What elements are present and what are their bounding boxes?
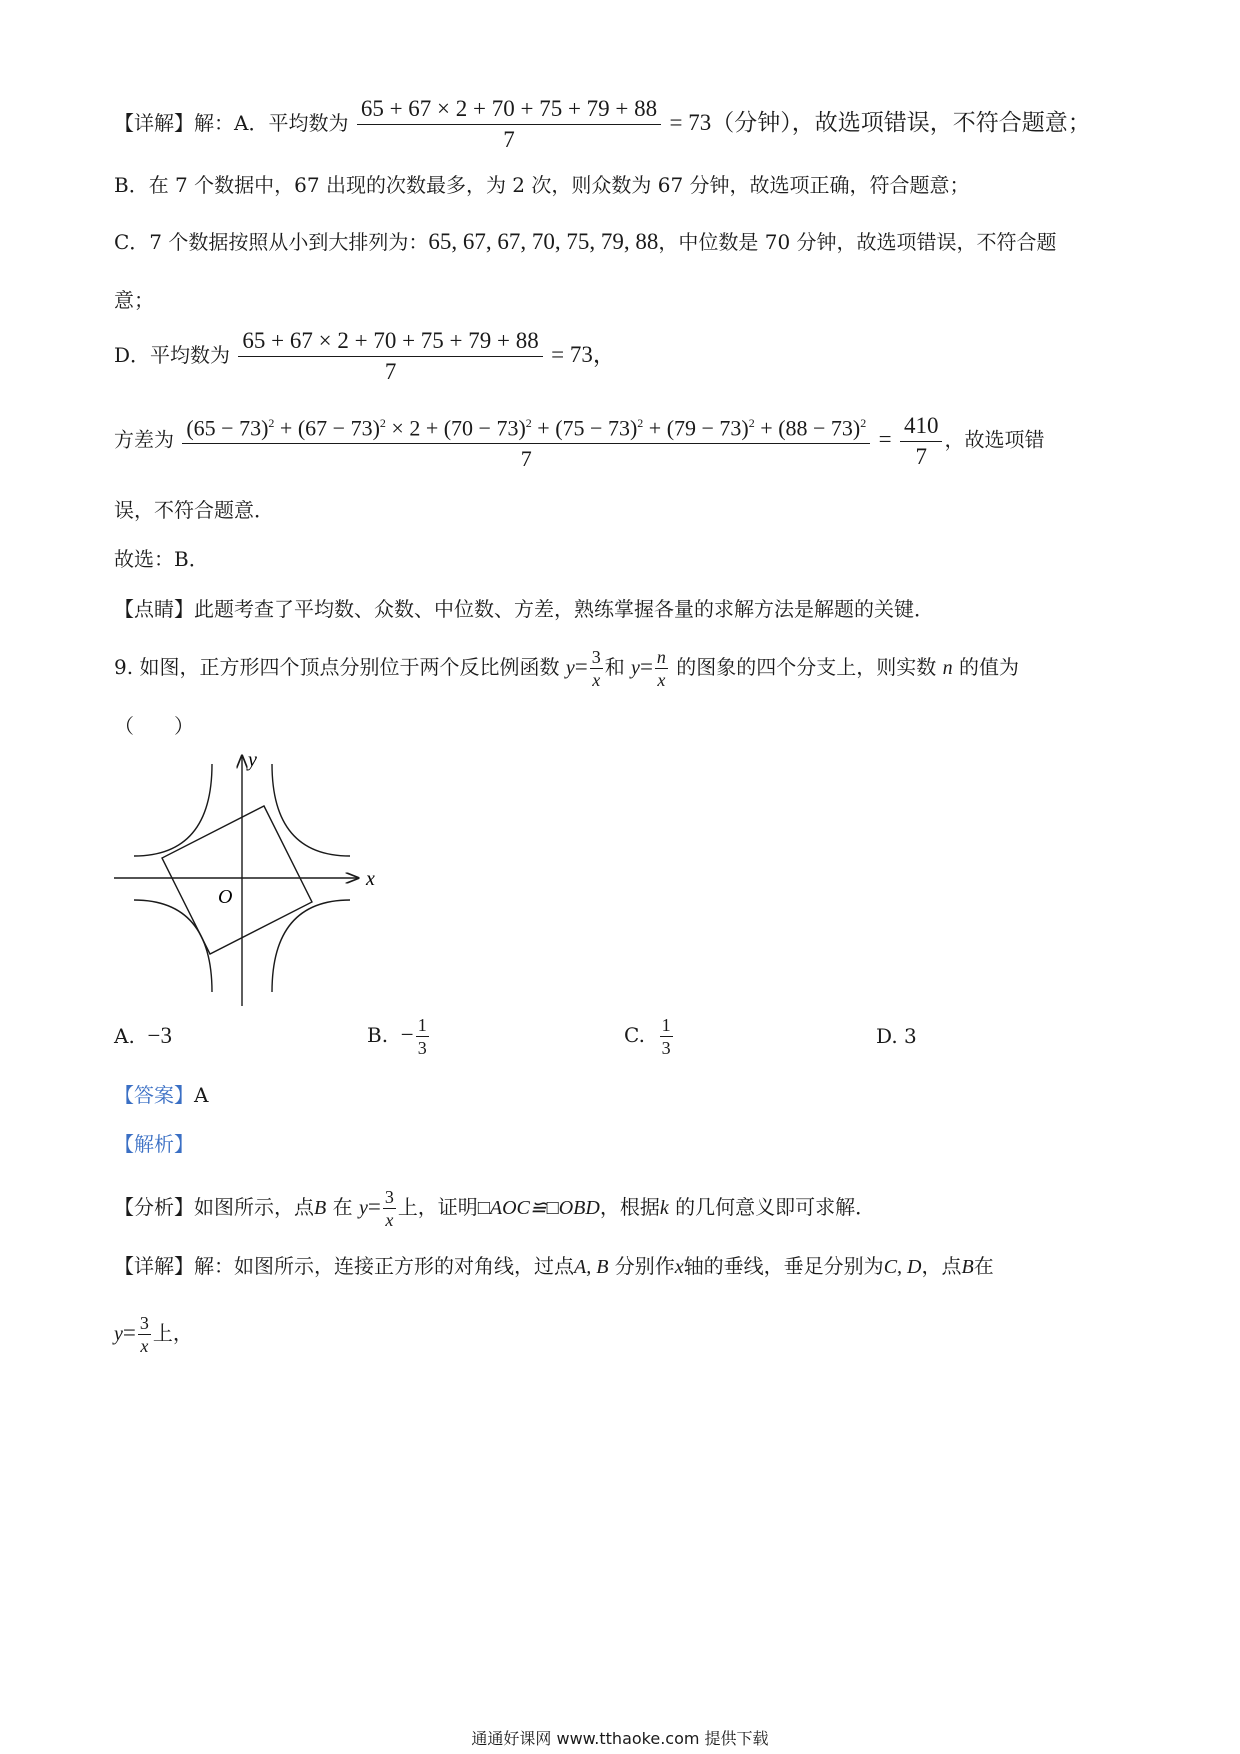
option-b-num: 1 — [417, 1015, 427, 1035]
detail-line — [114, 1252, 994, 1281]
q9-prefix: 9. 如图，正方形四个顶点分别位于两个反比例函数 — [114, 655, 560, 679]
detail-ab: A, B — [574, 1256, 609, 1278]
plus-3: + — [537, 415, 550, 441]
option-a-value: −3 — [147, 1023, 173, 1048]
q9-f2-num: n — [656, 647, 666, 667]
variance-term-5: (79 − 73) — [666, 415, 749, 441]
detail-mid3: ，点 — [921, 1254, 962, 1278]
q9-eq-1: = — [574, 654, 588, 679]
detail-x: x — [674, 1256, 684, 1278]
fen-k: k — [659, 1197, 669, 1219]
detail-prefix: 解：如图所示，连接正方形的对角线，过点 — [194, 1254, 574, 1278]
solution-d-line — [114, 328, 616, 385]
option-d: D. 3 — [876, 1024, 917, 1048]
variance-result — [900, 413, 943, 470]
q9-f2-den: x — [657, 670, 666, 690]
q9-f1-den: x — [592, 670, 601, 690]
mean-fraction-a — [357, 96, 661, 153]
variance-result-num: 410 — [900, 413, 943, 442]
comment-tag: 【点睛】 — [114, 597, 194, 621]
detail-end: 在 — [973, 1254, 994, 1278]
variance-prefix: 方差为 — [114, 427, 174, 452]
times-two: × 2 + — [391, 415, 439, 441]
comment-line — [114, 595, 934, 623]
solution-a-line — [114, 96, 1091, 153]
variance-fraction — [182, 410, 870, 472]
q9-suffix: 的图象的四个分支上，则实数 — [676, 655, 937, 679]
q9-paren: （ ） — [114, 714, 194, 738]
fen-suffix: 的几何意义即可求解． — [675, 1195, 876, 1219]
fen-y: y — [358, 1197, 368, 1219]
variance-term-3: (70 − 73) — [443, 415, 526, 441]
variance-denominator: 7 — [520, 446, 532, 472]
fen-congruence: □AOC≌□OBD — [477, 1197, 600, 1219]
solution-b-line: B．在 7 个数据中，67 出现的次数最多，为 2 次，则众数为 67 分钟，故选项正确，符合题意； — [114, 173, 970, 197]
detail-mid: 分别作 — [614, 1254, 675, 1278]
variance-result-den: 7 — [915, 443, 927, 469]
page-footer: 通通好课网 www.tthaoke.com 提供下载 — [471, 1729, 769, 1748]
hyperbola-branch-q4 — [272, 900, 350, 992]
plus-1: + — [279, 415, 293, 441]
exp-2: 2 — [379, 416, 386, 430]
exp-3: 2 — [525, 416, 532, 430]
option-a — [114, 1022, 172, 1050]
q9-f1-y: y — [565, 657, 575, 679]
variance-term-6: (88 − 73) — [778, 415, 861, 441]
fen-mid2: ，根据 — [599, 1195, 660, 1219]
exp-1: 2 — [268, 416, 275, 430]
mean-denominator-d: 7 — [384, 359, 397, 384]
option-c-label: C. — [624, 1023, 645, 1047]
option-c-den: 3 — [661, 1038, 671, 1058]
detail-tag: 【详解】 — [114, 111, 194, 135]
mean-numerator-d: 65 + 67 × 2 + 70 + 75 + 79 + 88 — [238, 328, 542, 357]
x-axis-label: x — [366, 868, 375, 890]
fen-num: 3 — [384, 1187, 394, 1207]
detail-l2-eq: = — [122, 1320, 136, 1345]
detail-tag-2: 【详解】 — [114, 1254, 194, 1278]
answer-value: A — [194, 1083, 209, 1107]
solution-d-suffix: = 73， — [551, 342, 616, 367]
q9-eq-2: = — [639, 654, 653, 679]
fen-fraction — [383, 1186, 396, 1231]
exp-4: 2 — [637, 416, 644, 430]
plus-4: + — [648, 415, 662, 441]
hyperbola-square-figure — [110, 748, 390, 1010]
option-c — [624, 1014, 675, 1059]
fen-tag: 【分析】 — [114, 1195, 194, 1219]
detail-mid2: 轴的垂线，垂足分别为 — [683, 1254, 884, 1278]
q9-fraction-1 — [590, 646, 603, 691]
solution-c-prefix: C．7 个数据按照从小到大排列为： — [114, 230, 429, 254]
sorted-sequence: 65, 67, 67, 70, 75, 79, 88 — [428, 229, 659, 254]
detail-l2-suffix: 上， — [152, 1321, 193, 1345]
detail-line-2 — [114, 1312, 193, 1357]
option-a-label: A. — [114, 1024, 135, 1048]
solution-a-suffix: = 73（分钟），故选项错误，不符合题意； — [669, 110, 1091, 135]
detail-l2-num: 3 — [139, 1313, 149, 1333]
solution-a-prefix: 解：A．平均数为 — [194, 111, 349, 135]
analysis-line — [114, 1130, 194, 1158]
variance-numerator — [182, 410, 870, 444]
q9-f2-y: y — [631, 657, 640, 679]
variance-term-2: (67 − 73) — [297, 415, 380, 441]
hyperbola-branch-q3 — [134, 900, 212, 992]
detail-l2-den: x — [140, 1336, 149, 1356]
variance-cont: 误，不符合题意． — [114, 498, 274, 522]
option-b-fraction — [416, 1014, 429, 1059]
q9-f1-num: 3 — [591, 647, 601, 667]
variance-suffix: ，故选项错 — [944, 427, 1045, 452]
q9-fraction-2 — [655, 646, 668, 691]
hyperbola-branch-q1 — [272, 764, 350, 856]
fen-on: 在 — [332, 1195, 353, 1219]
variance-line — [114, 410, 1044, 472]
y-axis-label: y — [248, 749, 257, 771]
comment-text: 此题考查了平均数、众数、中位数、方差，熟练掌握各量的求解方法是解题的关键． — [194, 597, 934, 621]
origin-label: O — [218, 886, 233, 908]
mean-fraction-d — [238, 328, 542, 385]
fen-prefix: 如图所示，点 — [194, 1195, 314, 1219]
solution-c-line — [114, 228, 1057, 256]
square — [162, 806, 312, 954]
option-b-label: B. — [367, 1023, 389, 1047]
fen-den: x — [385, 1210, 394, 1230]
fen-b: B — [314, 1197, 327, 1219]
fen-eq: = — [367, 1194, 381, 1219]
hyperbola-branch-q2 — [134, 764, 212, 856]
solution-c-cont: 意； — [114, 288, 154, 312]
detail-l2-fraction — [138, 1312, 151, 1357]
question-9-line — [114, 646, 1019, 691]
solution-c-suffix: ，中位数是 70 分钟，故选项错误，不符合题 — [658, 230, 1057, 254]
q9-and: 和 — [604, 655, 625, 679]
answer-tag: 【答案】 — [114, 1083, 194, 1107]
q9-var-n: n — [942, 657, 953, 679]
answer-line — [114, 1081, 208, 1109]
variance-eq: = — [878, 426, 892, 452]
variance-term-1: (65 − 73) — [186, 415, 269, 441]
fen-mid: 上，证明 — [397, 1195, 478, 1219]
exp-5: 2 — [748, 416, 755, 430]
analysis-fen-line — [114, 1186, 875, 1231]
detail-b: B — [961, 1256, 974, 1278]
option-c-num: 1 — [661, 1015, 671, 1035]
option-b — [367, 1014, 431, 1059]
variance-term-4: (75 − 73) — [555, 415, 638, 441]
mean-denominator-a: 7 — [503, 127, 515, 152]
exp-6: 2 — [860, 416, 867, 430]
choice-line: 故选：B． — [114, 547, 209, 571]
option-b-den: 3 — [417, 1038, 427, 1058]
option-b-sign: − — [400, 1022, 414, 1047]
option-c-fraction — [660, 1014, 673, 1059]
solution-d-prefix: D．平均数为 — [114, 343, 231, 367]
q9-end: 的值为 — [959, 655, 1019, 679]
detail-cd: C, D — [883, 1256, 922, 1278]
plus-5: + — [760, 415, 773, 441]
analysis-tag: 【解析】 — [114, 1132, 194, 1156]
mean-numerator-a: 65 + 67 × 2 + 70 + 75 + 79 + 88 — [357, 96, 661, 125]
detail-l2-y: y — [114, 1323, 123, 1345]
